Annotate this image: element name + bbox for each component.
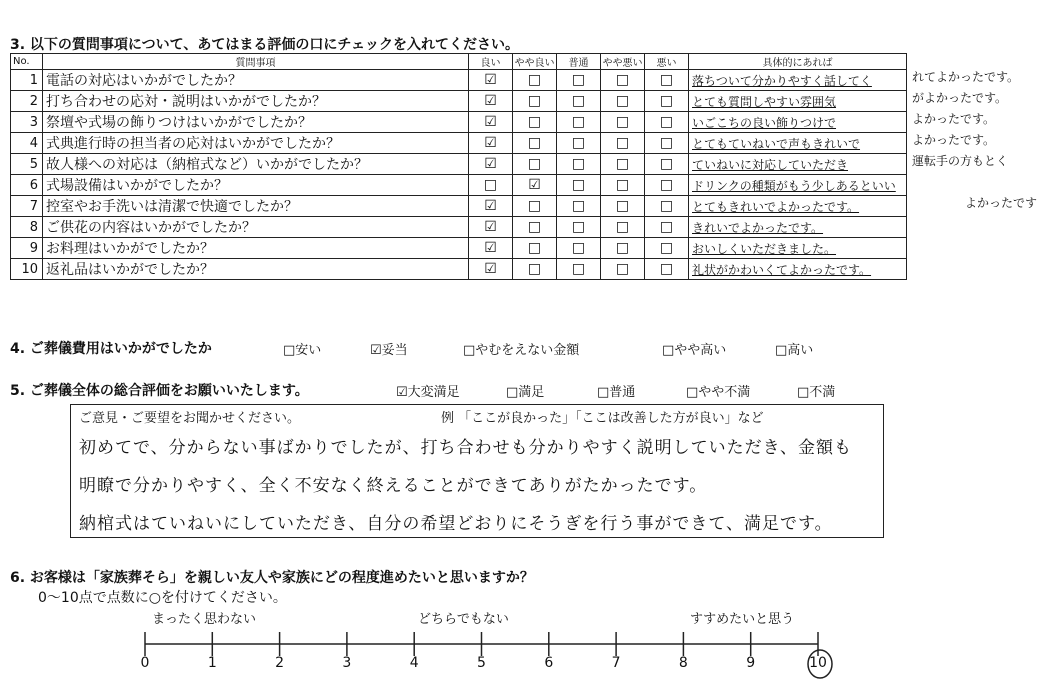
comment-overflow: よかったです。: [912, 133, 996, 147]
scale-label-mid: どちらでもない: [418, 612, 509, 627]
rating-checkbox[interactable]: □: [557, 70, 601, 91]
rating-checkbox[interactable]: □: [557, 259, 601, 280]
comment-cell: ドリンクの種類がもう少しあるといい: [689, 175, 907, 196]
comment-overflow: 運転手の方もとく: [912, 154, 1009, 168]
rating-checkbox[interactable]: □: [513, 196, 557, 217]
section5-option-label: 大変満足: [407, 385, 460, 400]
table-row: [11, 175, 907, 196]
comment-overflow: がよかったです。: [912, 91, 1008, 105]
section4-option[interactable]: [775, 339, 813, 358]
rating-checkbox[interactable]: □: [645, 217, 689, 238]
comment-overflow: よかったです。: [912, 112, 996, 126]
rating-checkbox[interactable]: ☑: [469, 112, 513, 133]
checkbox-icon[interactable]: □: [597, 385, 610, 400]
comment-cell: 礼状がかわいくてよかったです。: [689, 259, 907, 280]
row-number: 9: [11, 238, 43, 259]
section5-option-label: やや不満: [698, 385, 751, 400]
comment-cell: いごこちの良い飾りつけで: [689, 112, 907, 133]
row-number: 6: [11, 175, 43, 196]
question-text: 返礼品はいかがでしたか？: [43, 259, 469, 280]
rating-checkbox[interactable]: □: [601, 196, 645, 217]
row-number: 2: [11, 91, 43, 112]
section6-title: 6. お客様は「家族葬そら」を親しい友人や家族にどの程度進めたいと思いますか？: [10, 570, 534, 586]
section4-option[interactable]: [370, 339, 408, 358]
question-text: 故人様への対応は（納棺式など）いかがでしたか？: [43, 154, 469, 175]
rating-checkbox[interactable]: ☑: [469, 238, 513, 259]
scale-tick-label[interactable]: 9: [746, 655, 756, 671]
table-row: [11, 154, 907, 175]
comment-cell: とてもていねいで声もきれいで: [689, 133, 907, 154]
question-text: 祭壇や式場の飾りつけはいかがでしたか？: [43, 112, 469, 133]
row-number: 1: [11, 70, 43, 91]
rating-checkbox[interactable]: ☑: [469, 70, 513, 91]
rating-checkbox[interactable]: □: [645, 238, 689, 259]
section5-option[interactable]: [797, 381, 835, 400]
section4-option-label: 妥当: [381, 343, 408, 358]
rating-checkbox[interactable]: □: [601, 91, 645, 112]
rating-checkbox[interactable]: ☑: [469, 91, 513, 112]
rating-checkbox[interactable]: □: [557, 133, 601, 154]
rating-checkbox[interactable]: □: [513, 91, 557, 112]
rating-checkbox[interactable]: □: [645, 133, 689, 154]
question-text: ご供花の内容はいかがでしたか？: [43, 217, 469, 238]
header-comment: 具体的にあれば: [689, 54, 907, 70]
section4-option[interactable]: [463, 339, 579, 358]
rating-checkbox[interactable]: □: [557, 196, 601, 217]
scale-tick-label[interactable]: 10: [809, 655, 827, 671]
section4-title: 4. ご葬儀費用はいかがでしたか: [10, 341, 212, 357]
comment-overflow: れてよかったです。: [912, 70, 1020, 84]
section4-option-label: やむをえない金額: [475, 343, 580, 358]
section5-option[interactable]: [686, 381, 750, 400]
comment-cell: おいしくいただきました。: [689, 238, 907, 259]
rating-checkbox[interactable]: □: [601, 238, 645, 259]
question-text: 電話の対応はいかがでしたか？: [43, 70, 469, 91]
rating-checkbox[interactable]: □: [645, 112, 689, 133]
rating-checkbox[interactable]: □: [557, 175, 601, 196]
header-rating: やや良い: [513, 54, 557, 70]
rating-checkbox[interactable]: □: [601, 70, 645, 91]
rating-checkbox[interactable]: □: [469, 175, 513, 196]
checkbox-icon[interactable]: □: [283, 343, 296, 358]
rating-checkbox[interactable]: □: [513, 217, 557, 238]
table-row: [11, 70, 907, 91]
rating-checkbox[interactable]: □: [557, 154, 601, 175]
question-text: お料理はいかがでしたか？: [43, 238, 469, 259]
row-number: 5: [11, 154, 43, 175]
section5-option-label: 満足: [518, 385, 545, 400]
rating-checkbox[interactable]: ☑: [469, 133, 513, 154]
checkbox-icon[interactable]: □: [662, 343, 675, 358]
rating-checkbox[interactable]: ☑: [513, 175, 557, 196]
scale-tick-label[interactable]: 6: [544, 655, 554, 671]
section5-option[interactable]: [597, 381, 635, 400]
checkbox-icon[interactable]: □: [797, 385, 810, 400]
checked-box-icon[interactable]: ☑: [396, 385, 408, 400]
row-number: 7: [11, 196, 43, 217]
section4-option[interactable]: [283, 339, 321, 358]
rating-checkbox[interactable]: ☑: [469, 217, 513, 238]
row-number: 3: [11, 112, 43, 133]
rating-checkbox[interactable]: □: [601, 217, 645, 238]
section5-option-label: 不満: [809, 385, 836, 400]
section4-option[interactable]: [662, 339, 726, 358]
comment-line: 明瞭で分かりやすく、全く不安なく終えることができてありがたかったです。: [79, 476, 708, 496]
section5-option[interactable]: [396, 381, 460, 400]
table-row: [11, 133, 907, 154]
scale-tick-label[interactable]: 4: [409, 655, 419, 671]
checkbox-icon[interactable]: □: [686, 385, 699, 400]
rating-checkbox[interactable]: □: [513, 154, 557, 175]
comment-cell: きれいでよかったです。: [689, 217, 907, 238]
comment-prompt: ご意見・ご要望をお聞かせください。: [79, 411, 301, 426]
section4-option-label: 高い: [787, 343, 814, 358]
rating-checkbox[interactable]: □: [601, 154, 645, 175]
rating-checkbox[interactable]: □: [645, 196, 689, 217]
scale-tick-label[interactable]: 7: [611, 655, 621, 671]
section6-subtitle: 0〜10点で点数に○を付けてください。: [38, 590, 287, 606]
scale-tick-label[interactable]: 0: [140, 655, 150, 671]
header-rating: 普通: [557, 54, 601, 70]
rating-checkbox[interactable]: □: [601, 112, 645, 133]
section3-title: 3. 以下の質問事項について、あてはまる評価の口にチェックを入れてください。: [10, 37, 519, 53]
scale-tick-label[interactable]: 1: [207, 655, 217, 671]
checked-box-icon[interactable]: ☑: [370, 343, 382, 358]
rating-checkbox[interactable]: □: [557, 217, 601, 238]
section5-option[interactable]: [506, 381, 544, 400]
section5-option-label: 普通: [609, 385, 636, 400]
section4-option-label: やや高い: [674, 343, 727, 358]
comment-line: 納棺式はていねいにしていただき、自分の希望どおりにそうぎを行う事ができて、満足です。: [79, 514, 833, 534]
rating-checkbox[interactable]: □: [557, 112, 601, 133]
rating-checkbox[interactable]: ☑: [469, 259, 513, 280]
table-row: [11, 112, 907, 133]
rating-checkbox[interactable]: ☑: [469, 154, 513, 175]
comment-box: [70, 404, 884, 538]
comment-cell: とても質問しやすい雰囲気: [689, 91, 907, 112]
checkbox-icon[interactable]: □: [506, 385, 519, 400]
comment-cell: 落ちついて分かりやすく話してく: [689, 70, 907, 91]
question-text: 打ち合わせの応対・説明はいかがでしたか？: [43, 91, 469, 112]
table-row: [11, 91, 907, 112]
rating-checkbox[interactable]: □: [513, 112, 557, 133]
scale-label-low: まったく思わない: [152, 612, 257, 627]
table-row: [11, 259, 907, 280]
scale-tick-label[interactable]: 3: [342, 655, 352, 671]
comment-cell: ていねいに対応していただき: [689, 154, 907, 175]
table-row: [11, 238, 907, 259]
rating-checkbox[interactable]: □: [513, 238, 557, 259]
row-number: 10: [11, 259, 43, 280]
rating-checkbox[interactable]: □: [557, 238, 601, 259]
row-number: 4: [11, 133, 43, 154]
rating-checkbox[interactable]: ☑: [469, 196, 513, 217]
header-rating: やや悪い: [601, 54, 645, 70]
comment-overflow: よかったです: [965, 196, 1037, 210]
question-text: 控室やお手洗いは清潔で快適でしたか？: [43, 196, 469, 217]
comment-example: 例 「ここが良かった」「ここは改善した方が良い」など: [441, 411, 764, 426]
comment-cell: とてもきれいでよかったです。: [689, 196, 907, 217]
rating-checkbox[interactable]: □: [513, 133, 557, 154]
header-rating: 悪い: [645, 54, 689, 70]
table-row: [11, 217, 907, 238]
header-no: No.: [11, 54, 43, 70]
checkbox-icon[interactable]: □: [463, 343, 476, 358]
question-text: 式場設備はいかがでしたか？: [43, 175, 469, 196]
rating-checkbox[interactable]: □: [557, 91, 601, 112]
rating-checkbox[interactable]: □: [513, 259, 557, 280]
scale-tick-label[interactable]: 5: [477, 655, 486, 671]
rating-checkbox[interactable]: □: [645, 154, 689, 175]
rating-checkbox[interactable]: □: [645, 259, 689, 280]
checkbox-icon[interactable]: □: [775, 343, 788, 358]
header-rating: 良い: [469, 54, 513, 70]
question-text: 式典進行時の担当者の応対はいかがでしたか？: [43, 133, 469, 154]
rating-checkbox[interactable]: □: [645, 91, 689, 112]
scale-tick-label[interactable]: 2: [275, 655, 285, 671]
header-question: 質問事項: [43, 54, 469, 70]
rating-checkbox[interactable]: □: [513, 70, 557, 91]
scale-label-high: すすめたいと思う: [690, 612, 795, 627]
rating-checkbox[interactable]: □: [601, 259, 645, 280]
comment-line: 初めてで、分からない事ばかりでしたが、打ち合わせも分かりやすく説明していただき、金額も: [79, 438, 852, 458]
section4-option-label: 安い: [295, 343, 322, 358]
scale-tick-label[interactable]: 8: [678, 655, 688, 671]
row-number: 8: [11, 217, 43, 238]
table-row: [11, 196, 907, 217]
rating-checkbox[interactable]: □: [601, 175, 645, 196]
rating-checkbox[interactable]: □: [601, 133, 645, 154]
evaluation-table: [10, 53, 907, 280]
rating-checkbox[interactable]: □: [645, 175, 689, 196]
section5-title: 5. ご葬儀全体の総合評価をお願いいたします。: [10, 383, 309, 399]
rating-checkbox[interactable]: □: [645, 70, 689, 91]
